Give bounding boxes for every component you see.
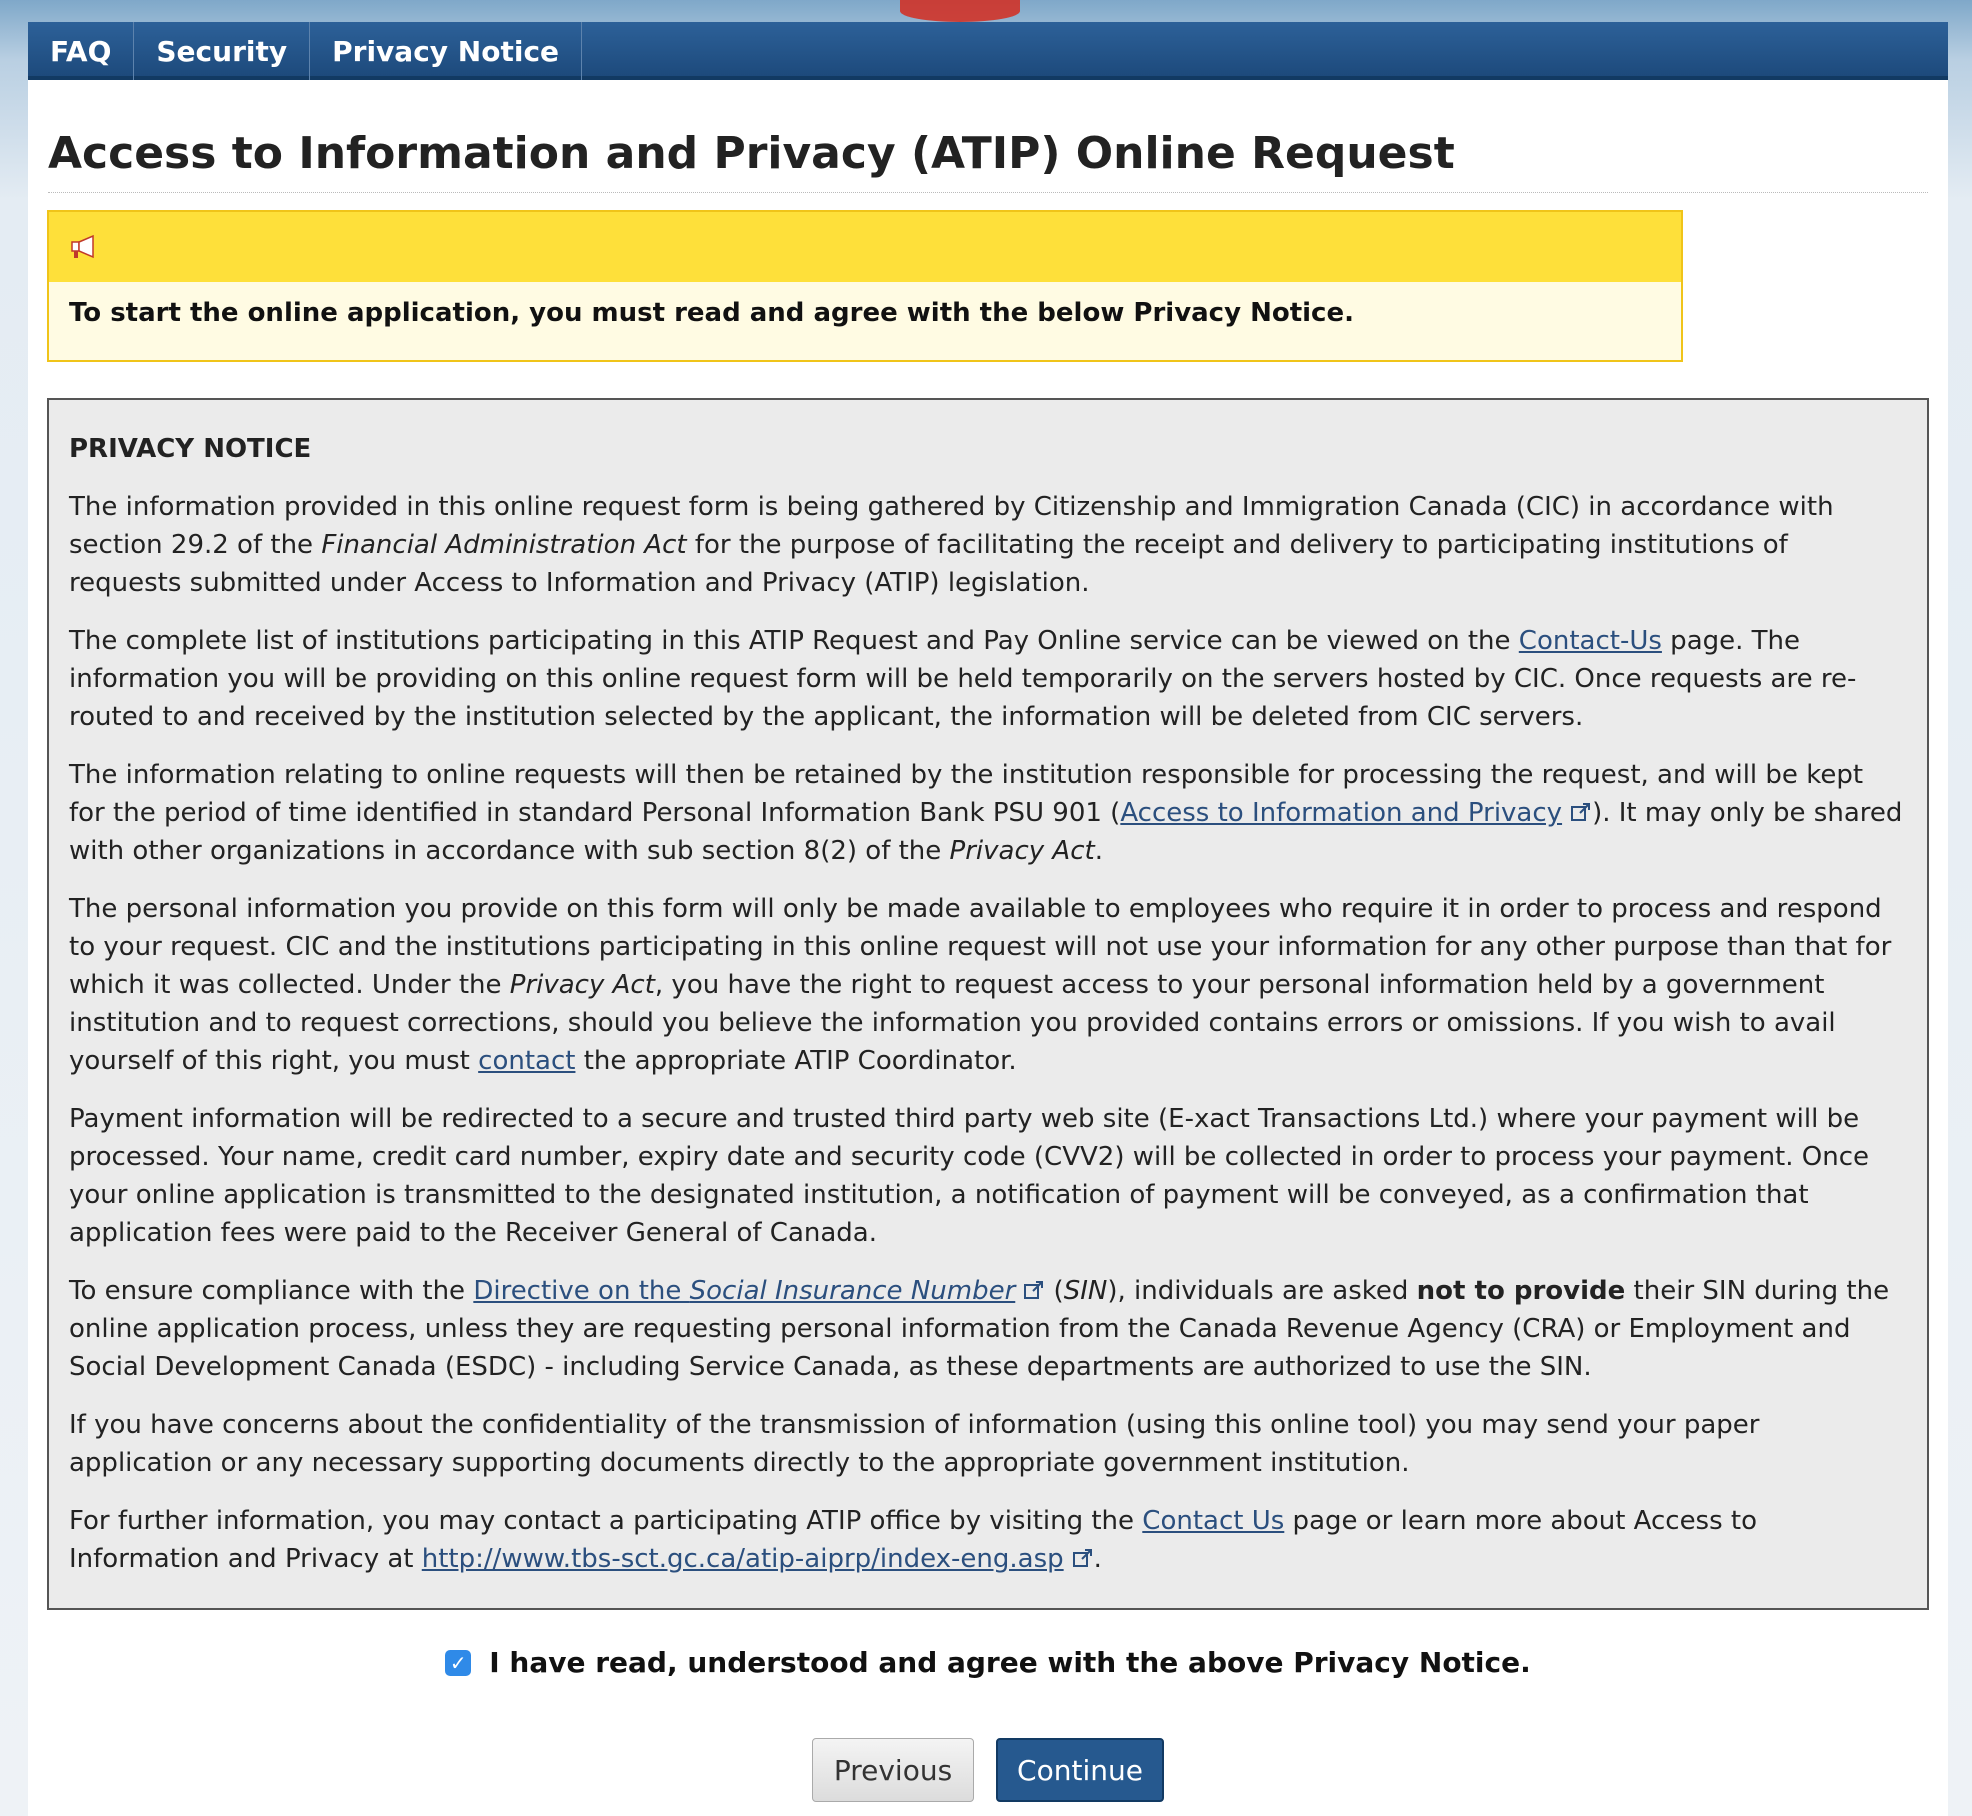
page-title: Access to Information and Privacy (ATIP) Online Request [48, 126, 1928, 193]
megaphone-icon [69, 232, 99, 262]
page-container [28, 22, 1948, 1816]
external-link-icon [1072, 1547, 1094, 1569]
warning-alert [47, 210, 1683, 362]
alert-message: To start the online application, you must read and agree with the below Privacy Notice. [69, 298, 1354, 328]
nav-privacy-notice[interactable]: Privacy Notice [310, 22, 582, 80]
notice-paragraph-3: The information relating to online requests will then be retained by the institution responsible for processing the request, and will be kept for the period of time identified in standard Personal Information Bank PSU 901 (Access to Information and Privacy ). It may only be shared with other organizations in accordance with sub section 8(2) of the Privacy Act. [69, 760, 1903, 866]
notice-paragraph-1: The information provided in this online request form is being gathered by Citizenship and Immigration Canada (CIC) in accordance with section 29.2 of the Financial Administration Act for the purpose of facilitating the receipt and delivery to participating institutions of requests submitted under Access to Information and Privacy (ATIP) legislation. [69, 492, 1834, 598]
checkmark-icon: ✓ [449, 1650, 467, 1675]
maple-leaf-decoration [900, 0, 1020, 22]
nav-faq[interactable]: FAQ [28, 22, 134, 80]
notice-paragraph-6: To ensure compliance with the Directive on the Social Insurance Number (SIN), individuals are asked not to provide their SIN during the online application process, unless they are requesting personal information from the Canada Revenue Agency (CRA) or Employment and Social Development Canada (ESDC) - including Service Canada, as these departments are authorized to use the SIN. [69, 1276, 1890, 1382]
agree-label[interactable]: I have read, understood and agree with the above Privacy Notice. [489, 1646, 1531, 1679]
notice-paragraph-8: For further information, you may contact a participating ATIP office by visiting the Contact Us page or learn more about Access to Information and Privacy at http://www.tbs-sct.gc.ca/atip-aiprp/index-eng.asp . [69, 1506, 1758, 1574]
tbs-atip-link[interactable]: http://www.tbs-sct.gc.ca/atip-aiprp/index-eng.asp [422, 1544, 1094, 1574]
contact-us-link[interactable]: Contact-Us [1518, 626, 1662, 656]
notice-paragraph-4: The personal information you provide on this form will only be made available to employees who require it in order to process and respond to your request. CIC and the institutions participating in this online request will not use your information for any other purpose than that for which it was collected. Under the Privacy Act, you have the right to request access to your personal information held by a government institution and to request corrections, should you believe the information you provided contains errors or omissions. If you wish to avail yourself of this right, you must contact the appropriate ATIP Coordinator. [69, 894, 1892, 1076]
privacy-notice-box [47, 398, 1929, 1610]
notice-paragraph-2: The complete list of institutions participating in this ATIP Request and Pay Online service can be viewed on the Contact-Us page. The information you will be providing on this online request form will be held temporarily on the servers hosted by CIC. Once requests are re-routed to and received by the institution selected by the applicant, the information will be deleted from CIC servers. [69, 626, 1857, 732]
atip-info-link[interactable]: Access to Information and Privacy [1120, 798, 1592, 828]
contact-us-link-2[interactable]: Contact Us [1142, 1506, 1285, 1536]
agree-row [28, 1646, 1948, 1679]
previous-button[interactable]: Previous [812, 1738, 974, 1802]
nav-security[interactable]: Security [134, 22, 310, 80]
privacy-notice-heading: PRIVACY NOTICE [69, 434, 312, 464]
agree-checkbox[interactable] [445, 1650, 471, 1676]
external-link-icon [1570, 801, 1592, 823]
external-link-icon [1023, 1279, 1045, 1301]
sin-directive-link[interactable]: Directive on the Social Insurance Number [473, 1276, 1045, 1306]
alert-header-bar [49, 212, 1681, 282]
continue-button[interactable]: Continue [996, 1738, 1164, 1802]
top-nav [28, 22, 1948, 80]
button-row [28, 1738, 1948, 1802]
notice-paragraph-5: Payment information will be redirected to a secure and trusted third party web site (E-xact Transactions Ltd.) where your payment will be processed. Your name, credit card number, expiry date and security code (CVV2) will be collected in order to process your payment. Once your online application is transmitted to the designated institution, a notification of payment will be conveyed, as a confirmation that application fees were paid to the Receiver General of Canada. [69, 1104, 1870, 1248]
contact-link[interactable]: contact [478, 1046, 576, 1076]
notice-paragraph-7: If you have concerns about the confidentiality of the transmission of information (using this online tool) you may send your paper application or any necessary supporting documents directly to the appropriate government institution. [69, 1410, 1760, 1478]
